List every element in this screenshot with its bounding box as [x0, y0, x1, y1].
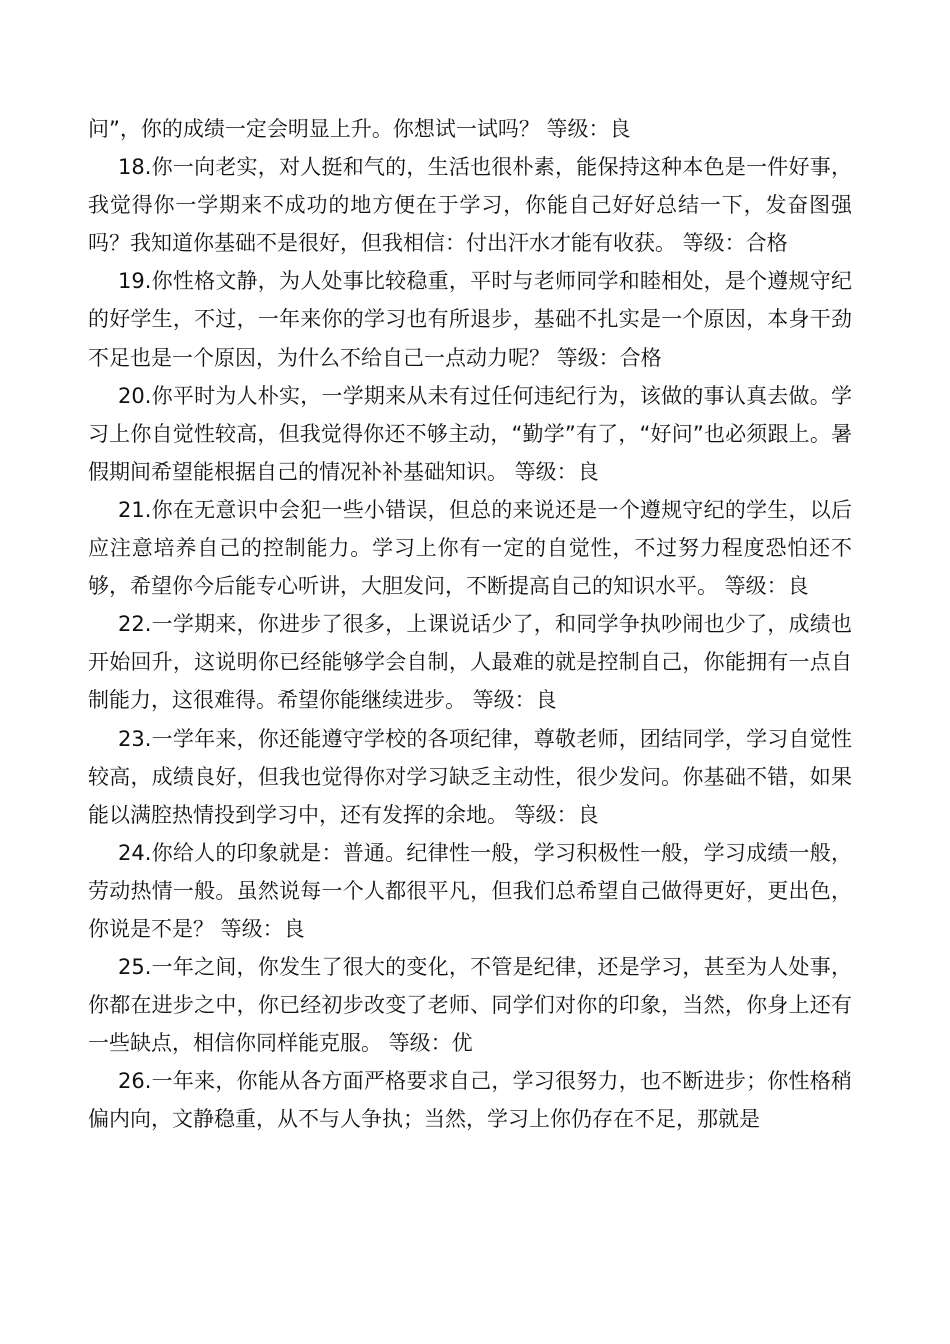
- paragraph-number: 24.: [118, 840, 152, 865]
- paragraph-text: 一学年来，你还能遵守学校的各项纪律，尊敬老师，团结同学，学习自觉性较高，成绩良好，但我也觉得你对学习缺乏主动性，很少发问。你基础不错，如果能以满腔热情投到学习中，还有发挥的余地。 等级：良: [88, 726, 852, 827]
- comment-paragraph-18: [88, 148, 852, 262]
- paragraph-number: 26.: [118, 1069, 152, 1094]
- paragraph-number: 23.: [118, 726, 152, 751]
- comment-paragraph-23: [88, 720, 852, 834]
- comment-paragraph-19: [88, 262, 852, 376]
- paragraph-number: 21.: [118, 497, 152, 522]
- paragraph-number: 18.: [118, 155, 152, 180]
- paragraph-text: 一年来，你能从各方面严格要求自己，学习很努力，也不断进步；你性格稍偏内向，文静稳重，从不与人争执；当然，学习上你仍存在不足，那就是: [88, 1069, 852, 1132]
- paragraph-text: 你在无意识中会犯一些小错误，但总的来说还是一个遵规守纪的学生，以后应注意培养自己的控制能力。学习上你有一定的自觉性，不过努力程度恐怕还不够，希望你今后能专心听讲，大胆发问，不断提高自己的知识水平。 等级：良: [88, 497, 852, 599]
- comment-paragraph-21: [88, 491, 852, 605]
- paragraph-text: 你平时为人朴实，一学期来从未有过任何违纪行为，该做的事认真去做。学习上你自觉性较高，但我觉得你还不够主动，“勤学”有了，“好问”也必须跟上。暑假期间希望能根据自己的情况补补基础知识。 等级：良: [88, 383, 852, 484]
- paragraph-text: 问”，你的成绩一定会明显上升。你想试一试吗？ 等级：良: [88, 117, 631, 141]
- document-page: [88, 110, 852, 1139]
- comment-paragraph-26: [88, 1062, 852, 1138]
- paragraph-continuation: [88, 110, 852, 148]
- paragraph-text: 一年之间，你发生了很大的变化，不管是纪律，还是学习，甚至为人处事，你都在进步之中，你已经初步改变了老师、同学们对你的印象，当然，你身上还有一些缺点，相信你同样能克服。 等级：优: [88, 955, 852, 1056]
- paragraph-number: 22.: [118, 612, 152, 637]
- comment-paragraph-22: [88, 605, 852, 719]
- paragraph-text: 你一向老实，对人挺和气的，生活也很朴素，能保持这种本色是一件好事，我觉得你一学期来不成功的地方便在于学习，你能自己好好总结一下，发奋图强吗？我知道你基础不是很好，但我相信：付出汗水才能有收获。 等级：合格: [88, 155, 852, 256]
- paragraph-number: 19.: [118, 269, 152, 294]
- paragraph-text: 你性格文静，为人处事比较稳重，平时与老师同学和睦相处，是个遵规守纪的好学生，不过，一年来你的学习也有所退步，基础不扎实是一个原因，本身干劲不足也是一个原因，为什么不给自己一点动力呢？ 等级：合格: [88, 269, 852, 370]
- paragraph-number: 20.: [118, 383, 152, 408]
- paragraph-text: 一学期来，你进步了很多，上课说话少了，和同学争执吵闹也少了，成绩也开始回升，这说明你已经能够学会自制，人最难的就是控制自己，你能拥有一点自制能力，这很难得。希望你能继续进步。 等级：良: [88, 612, 852, 713]
- comment-paragraph-25: [88, 948, 852, 1062]
- comment-paragraph-20: [88, 377, 852, 491]
- comment-paragraph-24: [88, 834, 852, 948]
- paragraph-number: 25.: [118, 955, 152, 980]
- paragraph-text: 你给人的印象就是：普通。纪律性一般，学习积极性一般，学习成绩一般，劳动热情一般。虽然说每一个人都很平凡，但我们总希望自己做得更好，更出色，你说是不是？ 等级：良: [88, 840, 852, 941]
